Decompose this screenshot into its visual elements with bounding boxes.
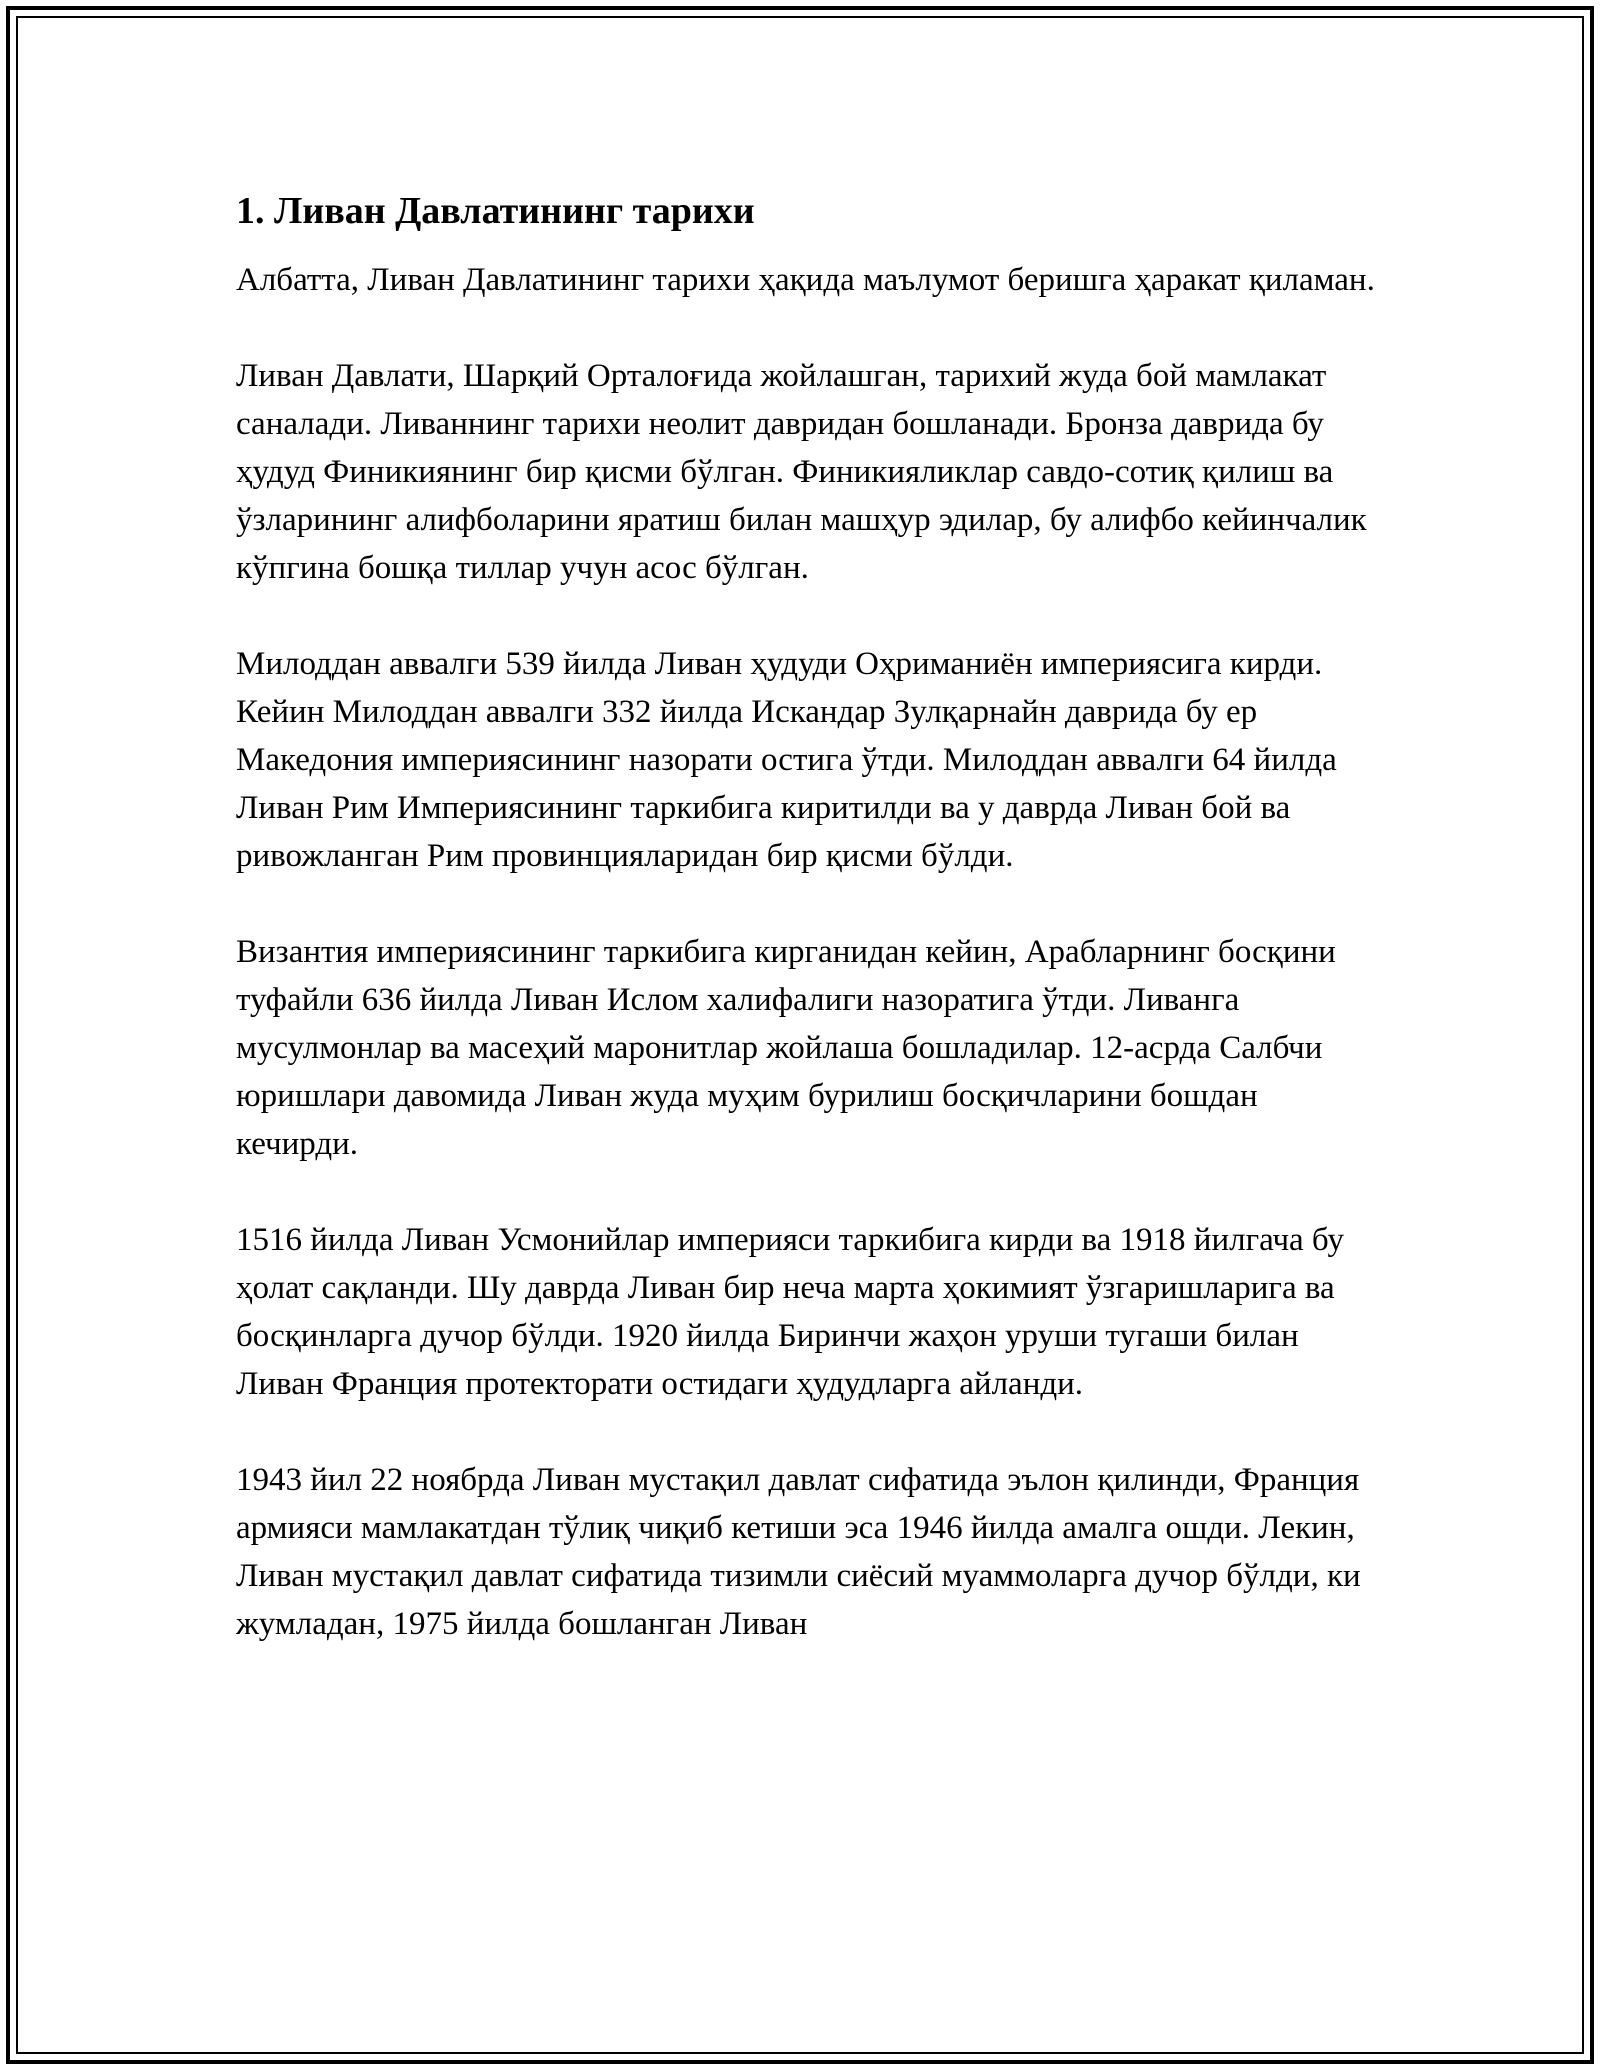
paragraph-independence: 1943 йил 22 ноябрда Ливан мустақил давлат сифатида эълон қилинди, Франция армияси мамлакатдан тўлиқ чиқиб кетиши эса 1946 йилда амалга ошди. Лекин, Ливан мустақил давлат сифатида тизимли сиёсий муаммоларга дучор бўлди, ки жумладан, 1975 йилда бошланган Ливан [236,1462,1361,1642]
paragraph-empires: Милоддан аввалги 539 йилда Ливан ҳудуди Оҳриманиён империясига кирди. Кейин Милоддан аввалги 332 йилда Искандар Зулқарнайн даврида бу ер Македония империясининг назорати остига ўтди. Милоддан аввалги 64 йилда Ливан Рим Империясининг таркибига киритилди ва у даврда Ливан бой ва ривожланган Рим провинцияларидан бир қисми бўлди. [236,646,1337,874]
paragraph-intro: Албатта, Ливан Давлатининг тарихи ҳақида маълумот беришга ҳаракат қиламан. [236,262,1375,298]
paragraph-ancient-history: Ливан Давлати, Шарқий Орталоғида жойлашган, тарихий жуда бой мамлакат саналади. Ливаннинг тарихи неолит давридан бошланади. Бронза даврида бу ҳудуд Финикиянинг бир қисми бўлган. Финикияликлар савдо-сотиқ қилиш ва ўзларининг алифболарини яратиш билан машҳур эдилар, бу алифбо кейинчалик кўпгина бошқа тиллар учун асос бўлган. [236,358,1367,586]
document-body [236,186,1386,1696]
paragraph-ottoman-period: 1516 йилда Ливан Усмонийлар империяси таркибига кирди ва 1918 йилгача бу ҳолат сақланди. Шу даврда Ливан бир неча марта ҳокимият ўзгаришларига ва босқинларга дучор бўлди. 1920 йилда Биринчи жаҳон уруши тугаши билан Ливан Франция протекторати остидаги ҳудудларга айланди. [236,1222,1344,1402]
section-heading: 1. Ливан Давлатининг тарихи [236,190,755,232]
paragraph-islamic-period: Византия империясининг таркибига кирганидан кейин, Арабларнинг босқини туфайли 636 йилда Ливан Ислом халифалиги назоратига ўтди. Ливанга мусулмонлар ва масеҳий маронитлар жойлаша бошладилар. 12-асрда Салбчи юришлари давомида Ливан жуда муҳим бурилиш босқичларини бошдан кечирди. [236,934,1336,1162]
